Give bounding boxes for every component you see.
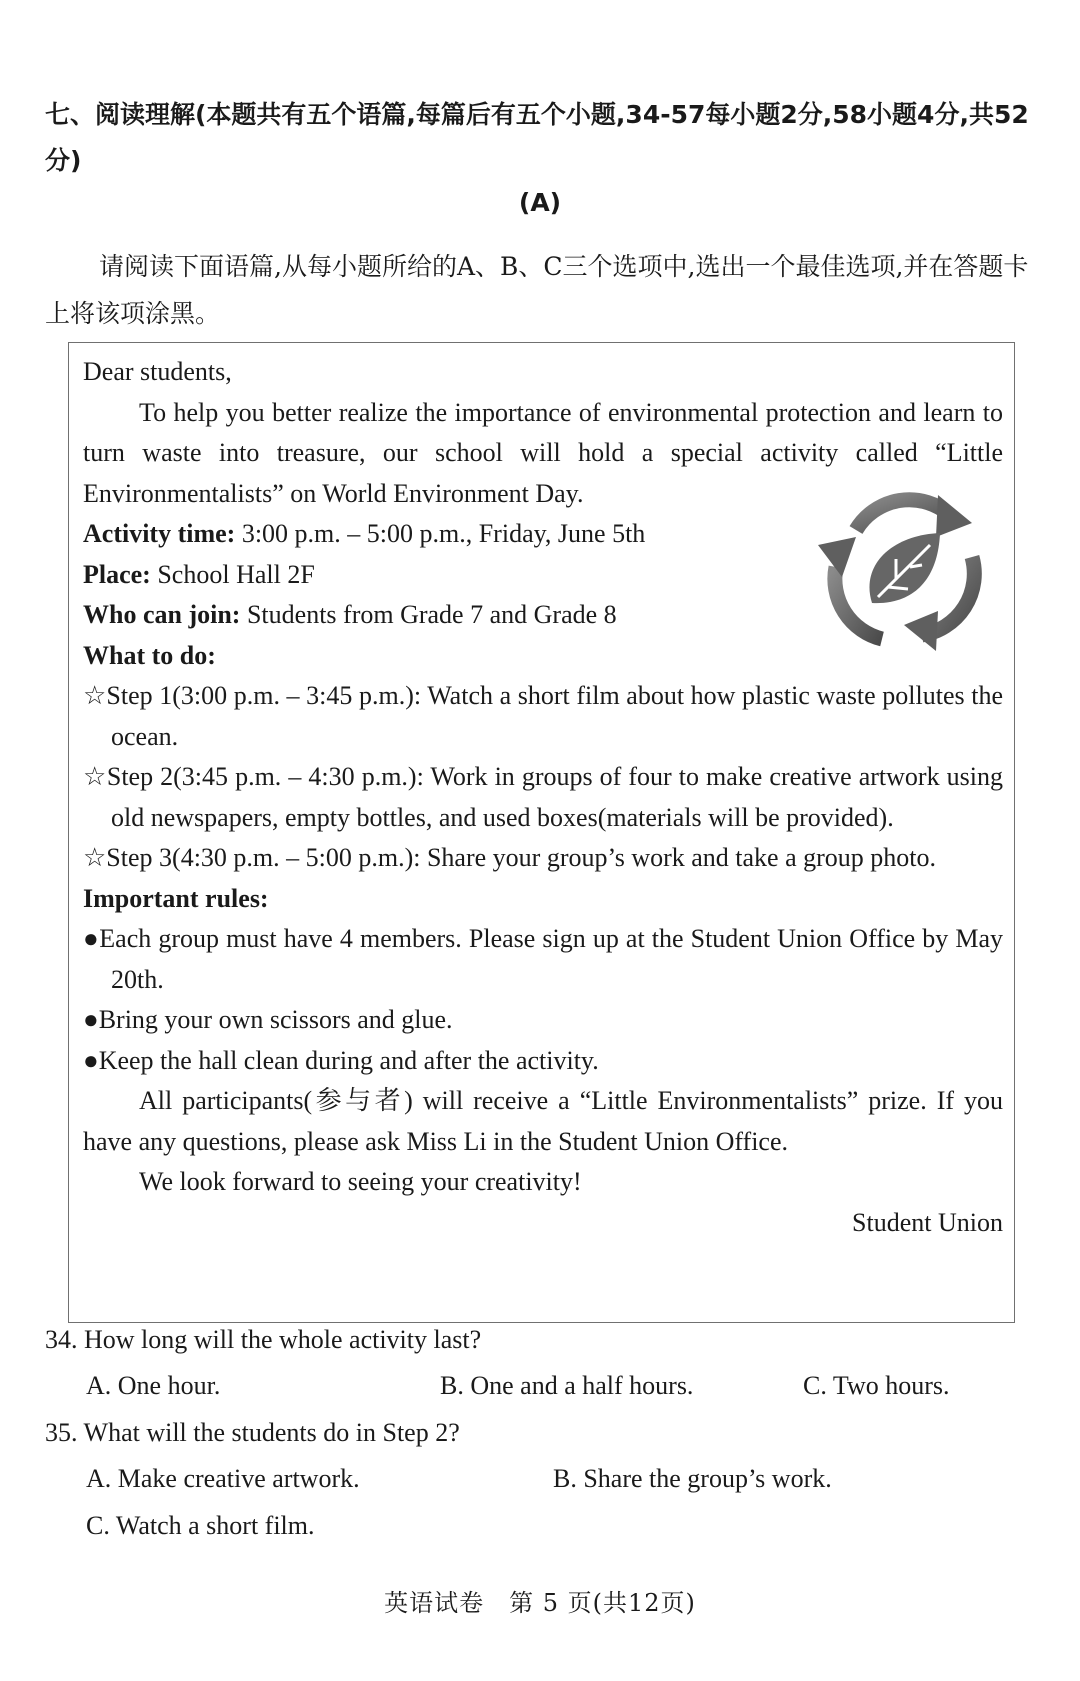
part-label: (A) — [518, 188, 562, 217]
q34-option-a: A. One hour. — [86, 1371, 221, 1400]
time-value: 3:00 p.m. – 5:00 p.m., Friday, June 5th — [241, 519, 646, 548]
instruction: 请阅读下面语篇,从每小题所给的A、B、C三个选项中,选出一个最佳选项,并在答题卡上将该项涂黑。 — [45, 252, 1029, 328]
page-footer: 英语试卷 第 5 页(共12页) — [384, 1589, 696, 1617]
place-label: Place: — [83, 559, 151, 589]
closing-line: We look forward to seeing your creativity! — [139, 1167, 582, 1196]
question-34: 34. How long will the whole activity last? — [45, 1325, 482, 1354]
section-heading: 七、阅读理解(本题共有五个语篇,每篇后有五个小题,34-57每小题2分,58小题4分,共52分) — [45, 100, 1029, 175]
rules-label: Important rules: — [83, 883, 269, 913]
step-1: ☆Step 1(3:00 p.m. – 3:45 p.m.): Watch a short film about how plastic waste pollutes the ocean. — [83, 681, 1003, 751]
q35-option-b: B. Share the group’s work. — [553, 1464, 832, 1493]
leaf-shape — [869, 533, 940, 603]
greeting: Dear students, — [83, 357, 232, 386]
join-label: Who can join: — [83, 600, 241, 629]
recycle-leaf-icon — [812, 485, 990, 655]
question-35: 35. What will the students do in Step 2? — [45, 1418, 460, 1447]
place — [83, 555, 783, 596]
who-can-join — [83, 595, 783, 636]
step-2: ☆Step 2(3:45 p.m. – 4:30 p.m.): Work in groups of four to make creative artwork using old newspapers, empty bottles, and used boxes(materials will be provided). — [83, 762, 1003, 832]
q35-option-c: C. Watch a short film. — [86, 1511, 315, 1540]
activity-time — [83, 514, 783, 555]
q35-option-a: A. Make creative artwork. — [86, 1464, 360, 1493]
rule-1: ●Each group must have 4 members. Please sign up at the Student Union Office by May 20th. — [83, 924, 1003, 994]
step-3: ☆Step 3(4:30 p.m. – 5:00 p.m.): Share your group’s work and take a group photo. — [83, 843, 937, 872]
what-to-do-label: What to do: — [83, 640, 216, 670]
time-label: Activity time: — [83, 519, 236, 548]
q34-option-b: B. One and a half hours. — [440, 1371, 694, 1400]
place-value: School Hall 2F — [157, 559, 315, 589]
q34-option-c: C. Two hours. — [803, 1371, 950, 1400]
rule-2: ●Bring your own scissors and glue. — [83, 1005, 453, 1034]
signature: Student Union — [852, 1207, 1003, 1237]
join-value: Students from Grade 7 and Grade 8 — [246, 600, 617, 629]
rule-3: ●Keep the hall clean during and after the activity. — [83, 1045, 599, 1075]
intro-paragraph: To help you better realize the importance of environmental protection and learn to turn waste into treasure, our school will hold a special activity called “Little Environmentalists” on World Environment Day. — [83, 397, 1003, 508]
closing-paragraph: All participants(参与者) will receive a “Little Environmentalists” prize. If you have any questions, please ask Miss Li in the Student Union Office. — [83, 1086, 1003, 1156]
